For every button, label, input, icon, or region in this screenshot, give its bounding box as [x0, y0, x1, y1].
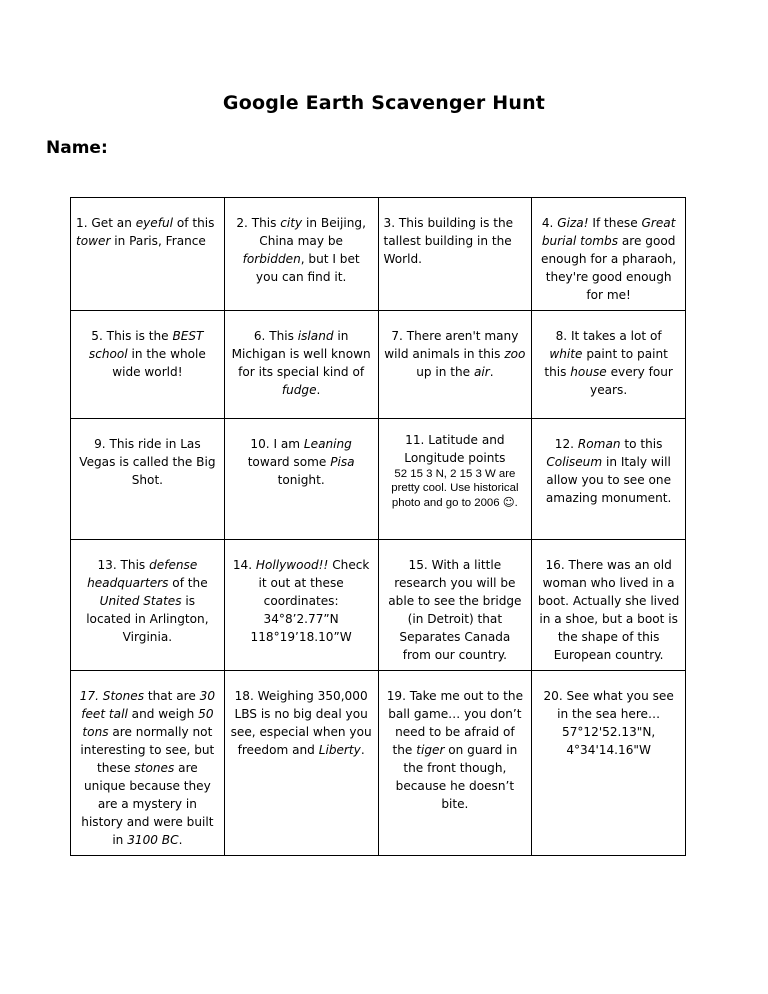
clue-3: 3. This building is the tallest building in the World.: [378, 198, 532, 311]
clue-16: 16. There was an old woman who lived in a boot. Actually she lived in a shoe, but a boot is the shape of this European country.: [532, 540, 686, 671]
clue-12: 12. Roman to this Coliseum in Italy will allow you to see one amazing monument.: [532, 419, 686, 540]
name-label: Name:: [46, 138, 108, 158]
table-row: [71, 540, 686, 671]
table-row: [71, 311, 686, 419]
page-title: Google Earth Scavenger Hunt: [222, 92, 546, 114]
clue-6: 6. This island in Michigan is well known for its special kind of fudge.: [224, 311, 378, 419]
clue-5: 5. This is the BEST school in the whole wide world!: [71, 311, 225, 419]
clue-10: 10. I am Leaning toward some Pisa tonight.: [224, 419, 378, 540]
table-row: [71, 419, 686, 540]
clue-13: 13. This defense headquarters of the United States is located in Arlington, Virginia.: [71, 540, 225, 671]
table-row: [71, 671, 686, 856]
clue-18: 18. Weighing 350,000 LBS is no big deal you see, especial when you freedom and Liberty.: [224, 671, 378, 856]
clue-7: 7. There aren't many wild animals in this zoo up in the air.: [378, 311, 532, 419]
clue-9: 9. This ride in Las Vegas is called the Big Shot.: [71, 419, 225, 540]
clue-grid: [70, 197, 686, 856]
clue-8: 8. It takes a lot of white paint to paint this house every four years.: [532, 311, 686, 419]
clue-11: 11. Latitude and Longitude points 52 15 3 N, 2 15 3 W are pretty cool. Use historical photo and go to 2006 ☺.: [378, 419, 532, 540]
clue-15: 15. With a little research you will be able to see the bridge (in Detroit) that Separates Canada from our country.: [378, 540, 532, 671]
smiley-icon: ☺: [502, 495, 515, 509]
clue-17: 17. Stones that are 30 feet tall and weigh 50 tons are normally not interesting to see, but these stones are unique because they are a mystery in history and were built in 3100 BC.: [71, 671, 225, 856]
clue-2: 2. This city in Beijing, China may be forbidden, but I bet you can find it.: [224, 198, 378, 311]
clue-14: 14. Hollywood!! Check it out at these coordinates: 34°8’2.77”N 118°19’18.10”W: [224, 540, 378, 671]
clue-4: 4. Giza! If these Great burial tombs are good enough for a pharaoh, they're good enough for me!: [532, 198, 686, 311]
clue-19: 19. Take me out to the ball game… you don’t need to be afraid of the tiger on guard in the front though, because he doesn’t bite.: [378, 671, 532, 856]
clue-1: 1. Get an eyeful of this tower in Paris, France: [71, 198, 225, 311]
table-row: [71, 198, 686, 311]
clue-20: 20. See what you see in the sea here… 57°12'52.13"N, 4°34'14.16"W: [532, 671, 686, 856]
